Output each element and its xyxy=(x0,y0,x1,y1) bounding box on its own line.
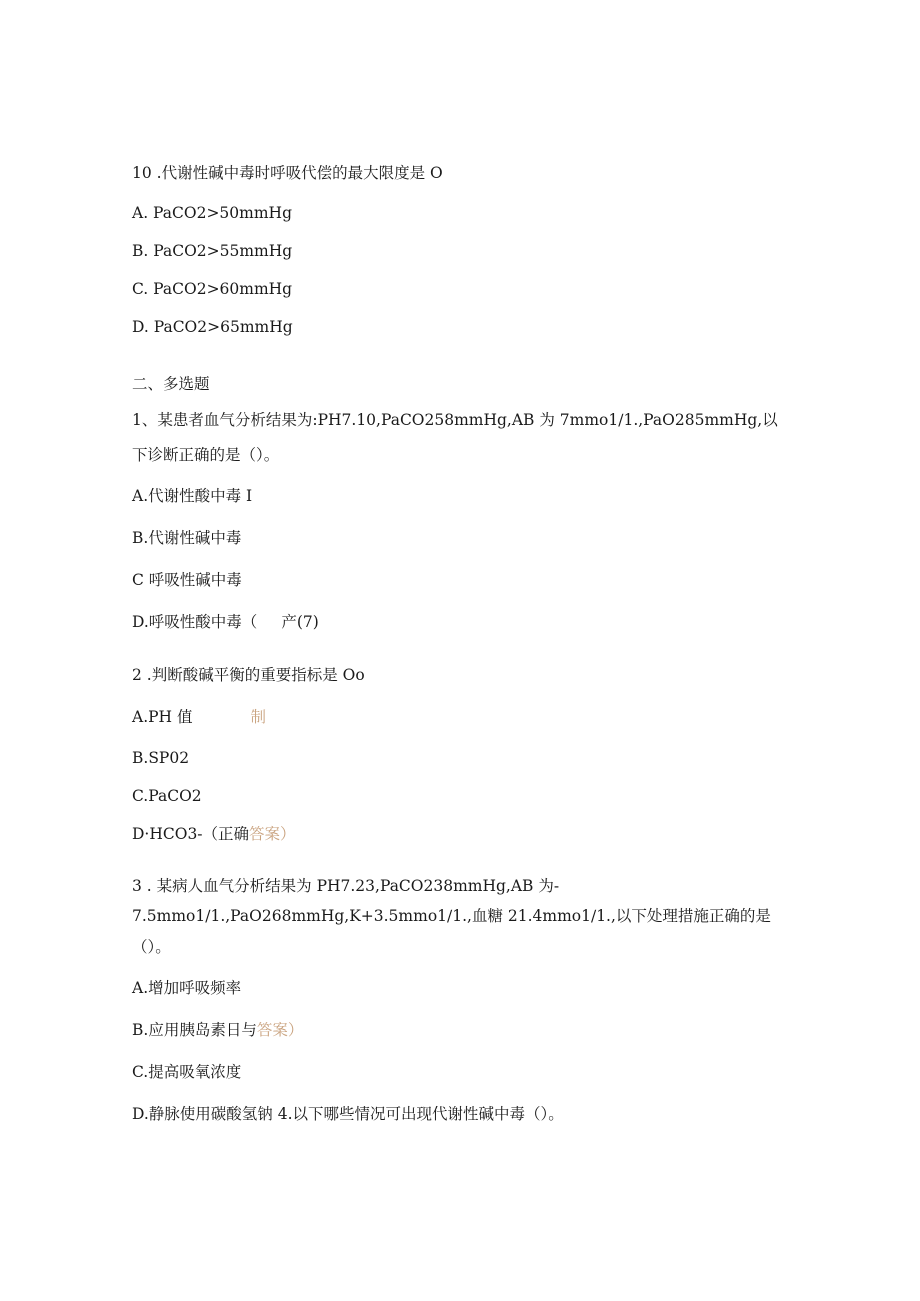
mq2-option-b: B.SP02 xyxy=(132,749,190,767)
mq1-title-line1: 1、某患者血气分析结果为:PH7.10,PaCO258mmHg,AB 为 7mmo1∕1.,PaO285mmHg,以 xyxy=(132,411,778,429)
mq1-option-d-text: D.呼吸性酸中毒（ xyxy=(132,613,258,631)
section-heading: 二、多选题 xyxy=(132,375,210,393)
mq3-option-b xyxy=(132,1020,303,1040)
mq2-option-d-mark: 答案） xyxy=(249,825,296,843)
mq3-title-line2: 7.5mmo1∕1.,PaO268mmHg,K+3.5mmo1∕1.,血糖 21.4mmo1∕1.,以下处理措施正确的是 xyxy=(132,907,771,925)
mq3-title-line3: （）。 xyxy=(132,938,171,956)
question-10-option-c: C. PaCO2>60mmHg xyxy=(132,280,293,298)
mq1-option-c: C 呼吸性碱中毒 xyxy=(132,571,242,589)
mq2-option-a xyxy=(132,707,266,727)
mq1-option-a: A.代谢性酸中毒 I xyxy=(132,487,253,505)
mq3-option-c: C.提高吸氧浓度 xyxy=(132,1063,242,1081)
mq1-option-d xyxy=(132,612,319,632)
mq2-option-d xyxy=(132,824,296,844)
mq3-option-b-mark: 答案） xyxy=(256,1021,304,1039)
mq2-option-d-text: D·HCO3-（正确 xyxy=(132,825,250,843)
mq1-title-line2: 下诊断正确的是（）。 xyxy=(132,446,280,464)
mq3-title-line1: 3 . 某病人血气分析结果为 PH7.23,PaCO238mmHg,AB 为- xyxy=(132,877,560,895)
mq3-option-b-text: B.应用胰岛素日与 xyxy=(132,1021,257,1039)
mq1-option-d-tail: 产(7) xyxy=(281,613,319,631)
mq1-option-b: B.代谢性碱中毒 xyxy=(132,529,242,547)
question-10-option-b: B. PaCO2>55mmHg xyxy=(132,242,293,260)
mq2-option-a-text: A.PH 值 xyxy=(132,708,193,726)
mq3-option-a: A.增加呼吸频率 xyxy=(132,979,242,997)
question-10-title: 10 .代谢性碱中毒时呼吸代偿的最大限度是 O xyxy=(132,164,443,182)
question-10-option-d: D. PaCO2>65mmHg xyxy=(132,318,293,336)
mq2-title: 2 .判断酸碱平衡的重要指标是 Oo xyxy=(132,666,365,684)
mq2-option-c: C.PaCO2 xyxy=(132,787,202,805)
question-10-option-a: A. PaCO2>50mmHg xyxy=(132,204,292,222)
mq2-option-a-mark: 制 xyxy=(250,708,267,726)
mq3-option-d: D.静脉使用碳酸氢钠 4.以下哪些情况可出现代谢性碱中毒（）。 xyxy=(132,1105,564,1123)
